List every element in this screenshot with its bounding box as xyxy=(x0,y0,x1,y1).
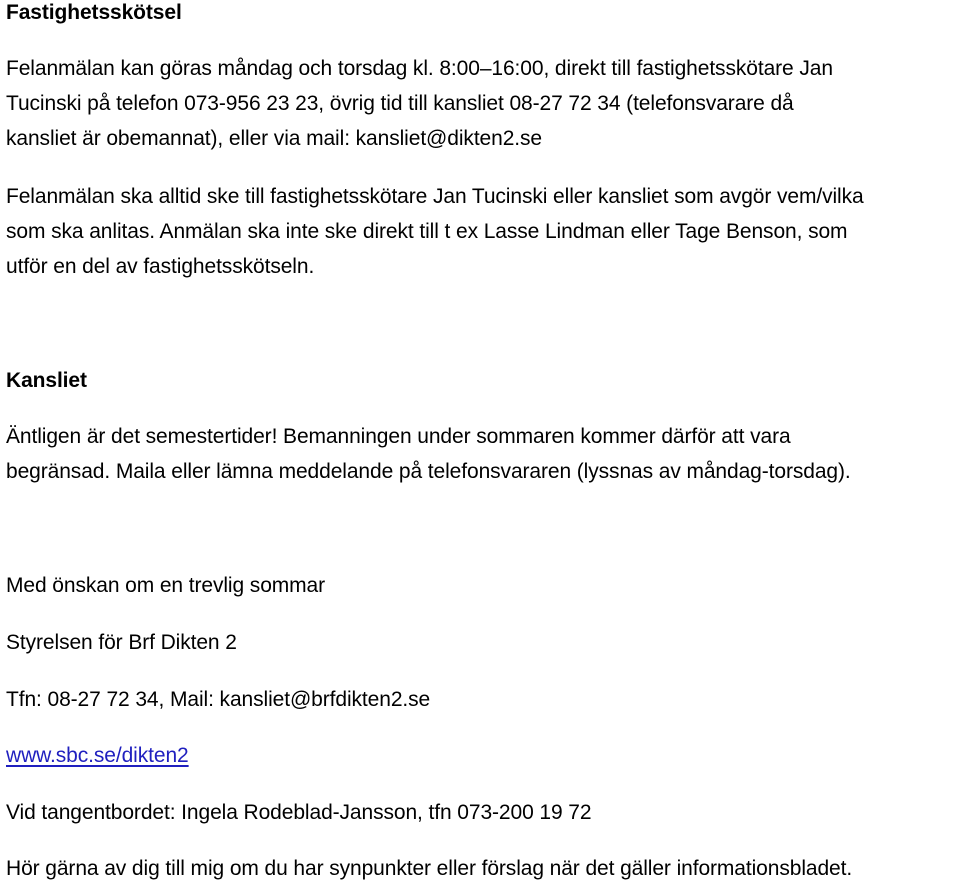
paragraph-line: Felanmälan kan göras måndag och torsdag kl. 8:00–16:00, direkt till fastighetsskötare Jan xyxy=(6,57,833,80)
paragraph-line: begränsad. Maila eller lämna meddelande på telefonsvararen (lyssnas av måndag-torsdag). xyxy=(6,460,851,483)
keyboard-credit: Vid tangentbordet: Ingela Rodeblad-Jansson, tfn 073-200 19 72 xyxy=(6,801,592,824)
paragraph-line: Äntligen är det semestertider! Bemanningen under sommaren kommer därför att vara xyxy=(6,425,791,448)
section-heading-kansliet: Kansliet xyxy=(6,369,87,392)
section-heading-fastighetsskotsel: Fastighetsskötsel xyxy=(6,1,182,24)
closing-greeting: Med önskan om en trevlig sommar xyxy=(6,574,326,597)
paragraph-line: Tucinski på telefon 073-956 23 23, övrig tid till kansliet 08-27 72 34 (telefonsvarare då xyxy=(6,92,794,115)
paragraph-line: utför en del av fastighetsskötseln. xyxy=(6,255,315,278)
paragraph-line: som ska anlitas. Anmälan ska inte ske direkt till t ex Lasse Lindman eller Tage Benson, som xyxy=(6,220,848,243)
website-link[interactable]: www.sbc.se/dikten2 xyxy=(6,744,189,767)
paragraph-line: kansliet är obemannat), eller via mail: kansliet@dikten2.se xyxy=(6,127,543,150)
contact-line: Tfn: 08-27 72 34, Mail: kansliet@brfdikten2.se xyxy=(6,688,431,711)
closing-signature: Styrelsen för Brf Dikten 2 xyxy=(6,631,237,654)
paragraph-line: Felanmälan ska alltid ske till fastighetsskötare Jan Tucinski eller kansliet som avgör vem/vilka xyxy=(6,185,864,208)
feedback-line: Hör gärna av dig till mig om du har synpunkter eller förslag när det gäller informationsbladet. xyxy=(6,857,853,880)
